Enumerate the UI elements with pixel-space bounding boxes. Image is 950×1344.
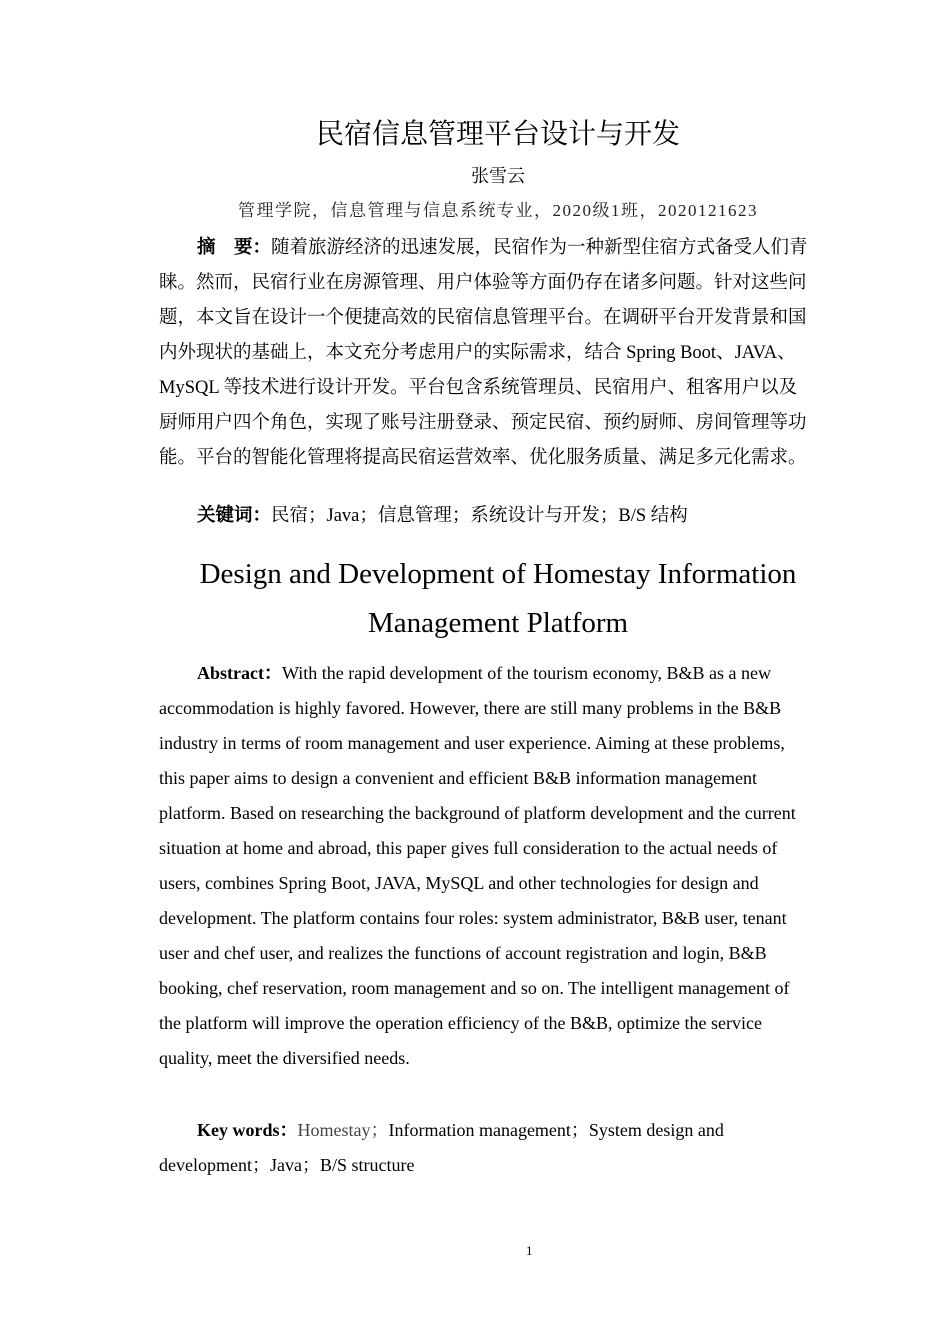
abstract-en-line: industry in terms of room management and user experience. Aiming at these problems,	[159, 733, 785, 753]
abstract-cn-line: MySQL 等技术进行设计开发。平台包含系统管理员、民宿用户、租客用户以及	[159, 378, 798, 398]
author-name: 张雪云	[471, 166, 525, 187]
page-number: 1	[526, 1243, 533, 1258]
abstract-en-line: this paper aims to design a convenient and efficient B&B information management	[159, 768, 758, 788]
keywords-cn-text: 民宿；Java；信息管理；系统设计与开发；B/S 结构	[271, 506, 688, 526]
abstract-cn-line: 厨师用户四个角色，实现了账号注册登录、预定民宿、预约厨师、房间管理等功	[159, 413, 807, 433]
abstract-en-line: user and chef user, and realizes the functions of account registration and login, B&B	[159, 943, 767, 963]
abstract-en-line: situation at home and abroad, this paper gives full consideration to the actual needs of	[159, 838, 778, 858]
abstract-en-line: quality, meet the diversified needs.	[159, 1048, 410, 1068]
abstract-cn-line: 摘 要：随着旅游经济的迅速发展，民宿作为一种新型住宿方式备受人们青	[197, 238, 808, 258]
keywords-cn	[197, 499, 688, 534]
abstract-cn-line: 题，本文旨在设计一个便捷高效的民宿信息管理平台。在调研平台开发背景和国	[159, 308, 807, 328]
abstract-en	[159, 656, 849, 1076]
abstract-en-line: Abstract：With the rapid development of the tourism economy, B&B as a new	[197, 663, 771, 683]
paper-title-en: Design and Development of Homestay Information Management Platform	[199, 558, 797, 639]
abstract-en-line: users, combines Spring Boot, JAVA, MySQL and other technologies for design and	[159, 873, 759, 893]
abstract-cn-line: 睐。然而，民宿行业在房源管理、用户体验等方面仍存在诸多问题。针对这些问	[159, 273, 807, 293]
abstract-cn-label: 摘 要：	[197, 238, 272, 258]
abstract-en-line: accommodation is highly favored. However, there are still many problems in the B&B	[159, 698, 782, 718]
abstract-en-label: Abstract：	[197, 663, 282, 683]
abstract-cn	[159, 231, 839, 476]
keywords-en-label: Key words：	[197, 1120, 298, 1140]
abstract-en-line: the platform will improve the operation efficiency of the B&B, optimize the service	[159, 1013, 762, 1033]
abstract-en-line: platform. Based on researching the background of platform development and the current	[159, 803, 796, 823]
abstract-en-line: development. The platform contains four roles: system administrator, B&B user, tenant	[159, 908, 787, 928]
abstract-en-line: booking, chef reservation, room management and so on. The intelligent management of	[159, 978, 790, 998]
keywords-cn-label: 关键词：	[197, 506, 272, 526]
author-affiliation: 管理学院，信息管理与信息系统专业，2020级1班，2020121623	[238, 201, 758, 220]
keywords-en: Key words：Homestay；Information management；System design and development；Java；B/S structure	[159, 1120, 724, 1175]
paper-title-cn: 民宿信息管理平台设计与开发	[315, 117, 680, 150]
abstract-cn-line: 能。平台的智能化管理将提高民宿运营效率、优化服务质量、满足多元化需求。	[159, 448, 807, 468]
abstract-cn-line: 内外现状的基础上，本文充分考虑用户的实际需求，结合 Spring Boot、JAVA、	[159, 343, 796, 363]
